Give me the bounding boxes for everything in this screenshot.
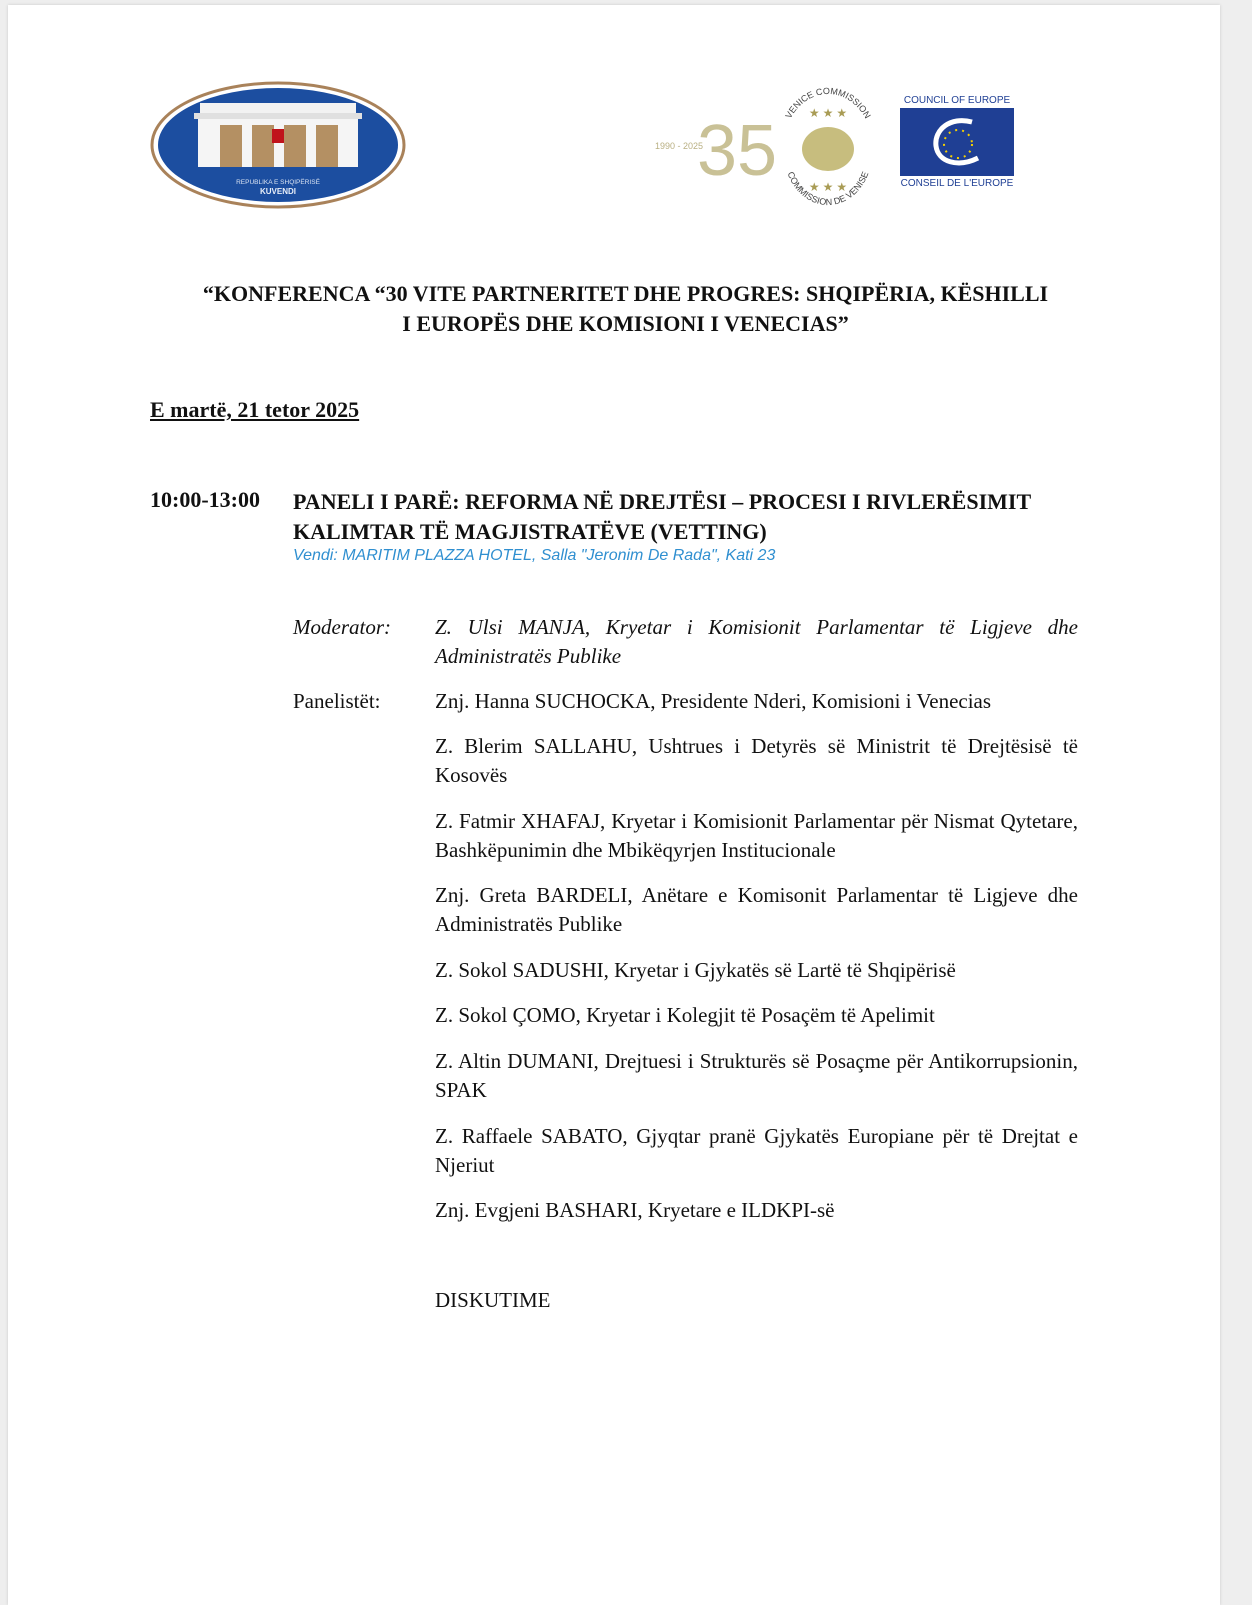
council-of-europe-logo [900, 95, 1014, 189]
venice-top-text: VENICE COMMISSION [783, 85, 873, 121]
coe-top-text: COUNCIL OF EUROPE [903, 95, 1011, 106]
panelist-item: Znj. Hanna SUCHOCKA, Presidente Nderi, Komisioni i Venecias [435, 689, 992, 713]
venice-bottom-text: COMMISSION DE VENISE [785, 170, 871, 208]
moderator-row [293, 613, 1078, 671]
event-date: E martë, 21 tetor 2025 [150, 397, 360, 422]
panelists-label: Panelistët: [293, 689, 381, 713]
coe-emblem [900, 108, 1014, 176]
kuvendi-line2: KUVENDI [259, 187, 297, 196]
session-time: 10:00-13:00 [150, 487, 260, 512]
panelist-item: Znj. Greta BARDELI, Anëtare e Komisonit Parlamentar të Ligjeve dhe Administratës Publike [435, 883, 1078, 936]
moderator-label: Moderator: [293, 615, 391, 639]
session-title: PANELI I PARË: REFORMA NË DREJTËSI – PROCESI I RIVLERËSIMIT KALIMTAR TË MAGJISTRATËVE (VETTING) [293, 489, 1031, 544]
kuvendi-line1: REPUBLIKA E SHQIPËRISË [236, 179, 320, 186]
document-page [8, 5, 1220, 1605]
moderator-name: Z. Ulsi MANJA, Kryetar i Komisionit Parlamentar të Ligjeve dhe Administratës Publike [435, 615, 1078, 668]
session-venue: Vendi: MARITIM PLAZZA HOTEL, Salla "Jeronim De Rada", Kati 23 [293, 547, 776, 564]
title-line-2: I EUROPËS DHE KOMISIONI I VENECIAS” [402, 311, 849, 336]
svg-text:★ ★ ★: ★ ★ ★ [808, 106, 848, 120]
anniversary-years: 1990 - 2025 [655, 141, 704, 151]
coe-bottom-text: CONSEIL DE L'EUROPE [900, 178, 1014, 189]
panelist-item: Z. Sokol SADUSHI, Kryetar i Gjykatës së Lartë të Shqipërisë [435, 958, 956, 982]
anniversary-logo [653, 105, 778, 191]
panelist-item: Z. Altin DUMANI, Drejtuesi i Strukturës së Posaçme për Antikorrupsionin, SPAK [435, 1049, 1078, 1102]
panelist-item: Z. Fatmir XHAFAJ, Kryetar i Komisionit Parlamentar për Nismat Qytetare, Bashkëpunimin dhe Mbikëqyrjen Institucionale [435, 809, 1078, 862]
kuvendi-logo [150, 81, 406, 209]
title-line-1: “KONFERENCA “30 VITE PARTNERITET DHE PROGRES: SHQIPËRIA, KËSHILLI [202, 281, 1049, 306]
venice-commission-logo [772, 83, 884, 209]
discussion-label: DISKUTIME [435, 1288, 551, 1312]
panelist-item: Z. Raffaele SABATO, Gjyqtar pranë Gjykatës Europiane për të Drejtat e Njeriut [435, 1124, 1078, 1177]
panelist-item: Z. Blerim SALLAHU, Ushtrues i Detyrës së Ministrit të Drejtësisë të Kosovës [435, 734, 1078, 787]
conference-title [148, 279, 1103, 339]
panelists-row [293, 687, 1078, 716]
panelist-item: Znj. Evgjeni BASHARI, Kryetare e ILDKPI-së [435, 1198, 835, 1222]
anniversary-number: 35 [697, 111, 778, 191]
svg-text:★ ★ ★: ★ ★ ★ [808, 180, 848, 194]
panelist-item: Z. Sokol ÇOMO, Kryetar i Kolegjit të Posaçëm të Apelimit [435, 1003, 935, 1027]
